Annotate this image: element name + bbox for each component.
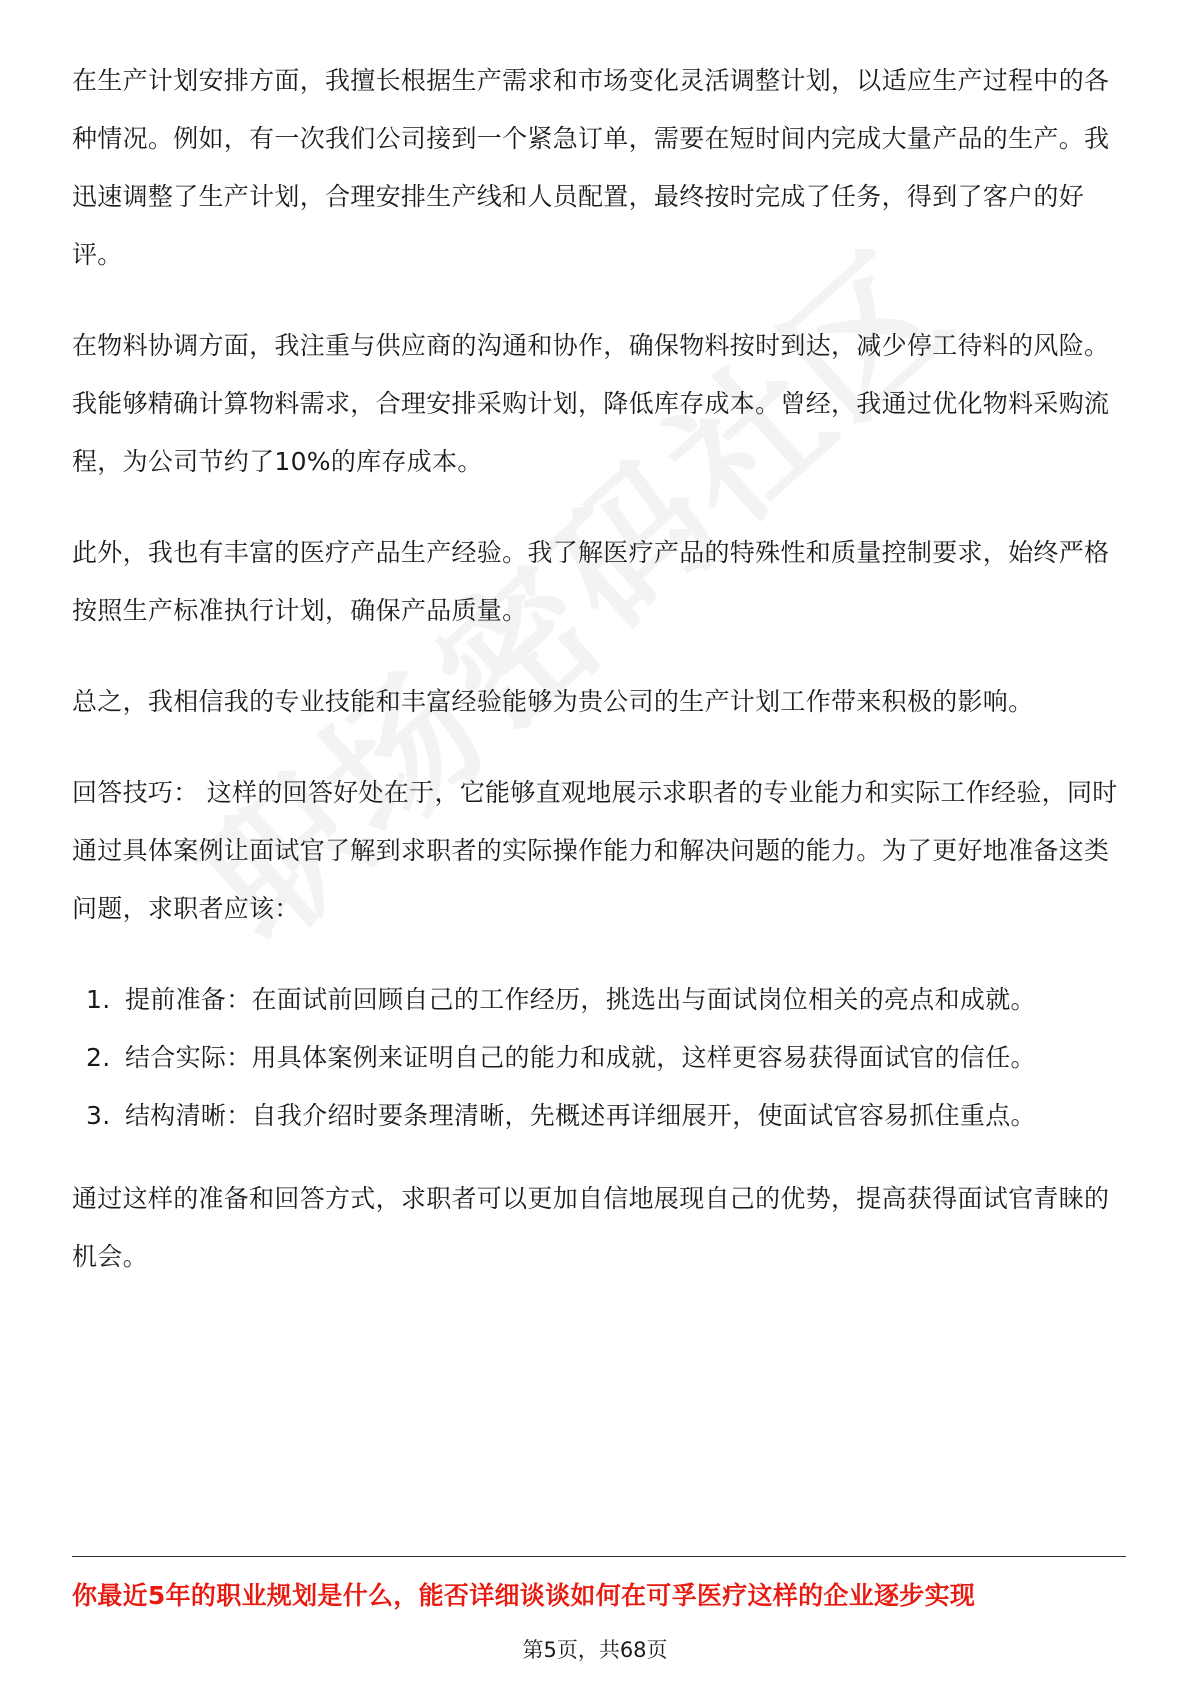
list-item [72, 1087, 1122, 1145]
list-item-number: 1. [86, 985, 111, 1014]
list-item-text: 提前准备：在面试前回顾自己的工作经历，挑选出与面试岗位相关的亮点和成就。 [125, 985, 1036, 1014]
paragraph-closing: 通过这样的准备和回答方式，求职者可以更加自信地展现自己的优势，提高获得面试官青睐的机会。 [72, 1184, 1110, 1271]
paragraph-material-coordination: 在物料协调方面，我注重与供应商的沟通和协作，确保物料按时到达，减少停工待料的风险。我能够精确计算物料需求，合理安排采购计划，降低库存成本。曾经，我通过优化物料采购流程，为公司节约了10%的库存成本。 [72, 331, 1110, 476]
paragraph-answer-tips: 回答技巧： 这样的回答好处在于，它能够直观地展示求职者的专业能力和实际工作经验，同时通过具体案例让面试官了解到求职者的实际操作能力和解决问题的能力。为了更好地准备这类问题，求职者应该： [72, 778, 1118, 923]
paragraph-medical-experience: 此外，我也有丰富的医疗产品生产经验。我了解医疗产品的特殊性和质量控制要求，始终严格按照生产标准执行计划，确保产品质量。 [72, 538, 1110, 625]
list-item [72, 1029, 1122, 1087]
divider [72, 1556, 1126, 1557]
page-number: 第5页，共68页 [522, 1638, 668, 1662]
next-question-heading: 你最近5年的职业规划是什么，能否详细谈谈如何在可孚医疗这样的企业逐步实现 [72, 1581, 976, 1610]
list-item-number: 2. [86, 1043, 111, 1072]
list-item [72, 971, 1122, 1029]
paragraph-summary: 总之，我相信我的专业技能和丰富经验能够为贵公司的生产计划工作带来积极的影响。 [72, 687, 1034, 716]
document-body [72, 52, 1122, 1319]
list-item-text: 结构清晰：自我介绍时要条理清晰，先概述再详细展开，使面试官容易抓住重点。 [125, 1101, 1036, 1130]
paragraph-production-planning: 在生产计划安排方面，我擅长根据生产需求和市场变化灵活调整计划，以适应生产过程中的各种情况。例如，有一次我们公司接到一个紧急订单，需要在短时间内完成大量产品的生产。我迅速调整了生产计划，合理安排生产线和人员配置，最终按时完成了任务，得到了客户的好评。 [72, 66, 1110, 269]
list-item-text: 结合实际：用具体案例来证明自己的能力和成就，这样更容易获得面试官的信任。 [125, 1043, 1036, 1072]
list-item-number: 3. [86, 1101, 111, 1130]
tips-list [72, 971, 1122, 1145]
